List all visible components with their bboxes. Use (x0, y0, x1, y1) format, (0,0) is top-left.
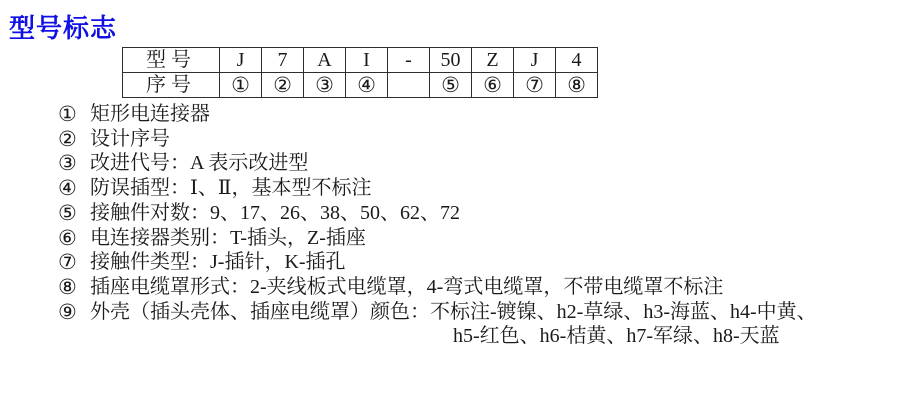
legend-item-8 (58, 275, 817, 300)
table-row-sequence (123, 73, 598, 98)
legend-item-2 (58, 127, 817, 152)
legend-list (58, 102, 817, 349)
model-cell: 50 (430, 48, 472, 73)
legend-item-7 (58, 250, 817, 275)
legend-item-number: ② (58, 126, 77, 151)
model-cell: - (388, 48, 430, 73)
legend-item-5 (58, 201, 817, 226)
legend-item-text: 插座电缆罩形式：2-夹线板式电缆罩，4-弯式电缆罩，不带电缆罩不标注 (90, 275, 724, 298)
legend-item-4 (58, 176, 817, 201)
legend-item-number: ⑤ (58, 200, 77, 225)
legend-item-text: 接触件类型：J-插针，K-插孔 (90, 251, 346, 274)
model-cell: J (220, 48, 262, 73)
legend-item-number: ⑦ (58, 250, 77, 275)
legend-item-text: 接触件对数：9、17、26、38、50、62、72 (90, 201, 460, 224)
sequence-cell-empty (388, 73, 430, 98)
legend-item-text-line1: 外壳（插头壳体、插座电缆罩）颜色：不标注-镀镍、h2-草绿、h3-海蓝、h4-中黄、 (90, 300, 817, 323)
legend-item-text: 防误插型：Ⅰ、Ⅱ，基本型不标注 (90, 177, 372, 200)
sequence-cell: ⑤ (430, 73, 472, 98)
page-title: 型号标志 (9, 13, 118, 43)
legend-item-text: 设计序号 (90, 127, 170, 150)
legend-item-text: 改进代号：A 表示改进型 (90, 152, 309, 175)
legend-item-text: 矩形电连接器 (90, 103, 210, 125)
legend-item-number: ⑧ (58, 274, 77, 299)
legend-item-number: ⑥ (58, 225, 77, 250)
sequence-cell: ⑧ (556, 73, 598, 98)
model-cell: 4 (556, 48, 598, 73)
legend-item-number: ⑨ (58, 299, 77, 324)
model-cell: I (346, 48, 388, 73)
legend-item-text-line2: h5-红色、h6-桔黄、h7-军绿、h8-天蓝 (453, 325, 780, 348)
row-header-sequence: 序号 (123, 73, 220, 98)
sequence-cell: ① (220, 73, 262, 98)
table-row-model (123, 48, 598, 73)
sequence-cell: ⑥ (472, 73, 514, 98)
legend-item-text: 电连接器类别：T-插头，Z-插座 (90, 226, 366, 249)
sequence-cell: ③ (304, 73, 346, 98)
legend-item-number: ③ (58, 151, 77, 176)
sequence-cell: ④ (346, 73, 388, 98)
model-cell: 7 (262, 48, 304, 73)
model-cell: Z (472, 48, 514, 73)
model-code-table (122, 47, 598, 98)
legend-item-number: ④ (58, 176, 77, 201)
sequence-cell: ② (262, 73, 304, 98)
legend-item-9 (58, 300, 817, 349)
model-cell: A (304, 48, 346, 73)
sequence-cell: ⑦ (514, 73, 556, 98)
legend-item-number: ① (58, 102, 77, 126)
model-cell: J (514, 48, 556, 73)
legend-item-1 (58, 102, 817, 127)
legend-item-6 (58, 226, 817, 251)
legend-item-3 (58, 151, 817, 176)
row-header-model: 型号 (123, 48, 220, 73)
